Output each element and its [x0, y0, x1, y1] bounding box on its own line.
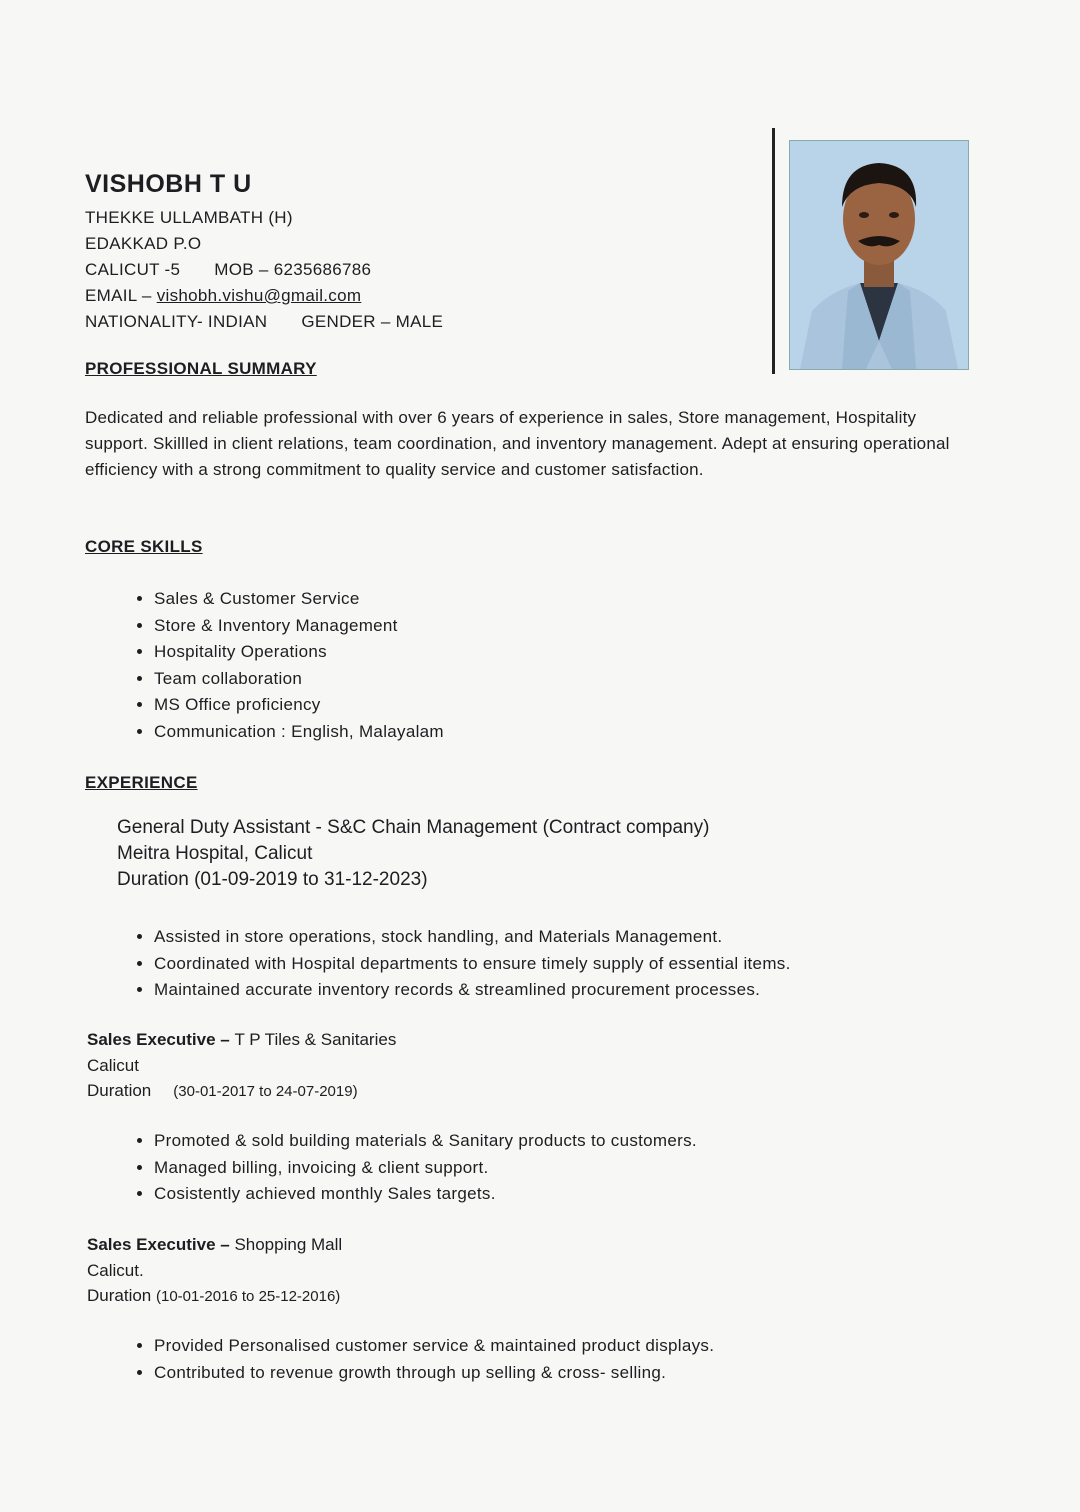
job-place: Meitra Hospital, Calicut	[117, 843, 313, 864]
email-address[interactable]: vishobh.vishu@gmail.com	[156, 286, 362, 305]
duration-dates: (30-01-2017 to 24-07-2019)	[173, 1083, 358, 1100]
job-2-bullets	[110, 1128, 697, 1208]
duration-label: Duration	[87, 1081, 152, 1100]
gender: GENDER – MALE	[301, 312, 444, 331]
skill-item: • Hospitality Operations	[154, 639, 444, 666]
candidate-name: VISHOBH T U	[85, 170, 252, 198]
job-title	[87, 1027, 396, 1053]
skill-item: • MS Office proficiency	[154, 692, 444, 719]
job-title-bold: Sales Executive –	[87, 1235, 235, 1254]
professional-summary-text: Dedicated and reliable professional with over 6 years of experience in sales, Store management, Hospitality support. Skillled in client relations, team coordination, and inventory management. Adept at ensuring operational efficiency with a strong commitment to quality service and customer satisfaction.	[85, 408, 950, 479]
core-skills-heading: CORE SKILLS	[85, 537, 203, 556]
job-bullet: • Contributed to revenue growth through up selling & cross- selling.	[154, 1360, 714, 1387]
job-duration: Duration (01-09-2019 to 31-12-2023)	[117, 869, 428, 890]
duration-label: Duration	[87, 1286, 152, 1305]
job-3-bullets	[110, 1333, 714, 1386]
nationality: NATIONALITY- INDIAN	[85, 312, 268, 331]
skill-item: • Communication : English, Malayalam	[154, 719, 444, 746]
job-bullet: • Assisted in store operations, stock handling, and Materials Management.	[154, 924, 791, 951]
address-line-1: THEKKE ULLAMBATH (H)	[85, 208, 293, 227]
experience-heading: EXPERIENCE	[85, 773, 198, 792]
job-1-bullets	[110, 924, 791, 1004]
city-mobile-line	[85, 257, 443, 283]
job-bullet: • Coordinated with Hospital departments to ensure timely supply of essential items.	[154, 951, 791, 978]
city: CALICUT -5	[85, 260, 181, 279]
job-title	[87, 1232, 342, 1258]
job-duration	[87, 1078, 396, 1105]
mobile-number: MOB – 6235686786	[214, 260, 372, 279]
job-bullet: • Promoted & sold building materials & Sanitary products to customers.	[154, 1128, 697, 1155]
nationality-gender-line	[85, 309, 443, 335]
job-company: Shopping Mall	[234, 1235, 343, 1254]
address-line-2: EDAKKAD P.O	[85, 234, 202, 253]
email-label: EMAIL –	[85, 286, 157, 305]
job-title: General Duty Assistant - S&C Chain Management (Contract company)	[117, 817, 710, 838]
job-title-bold: Sales Executive –	[87, 1030, 235, 1049]
job-place: Calicut.	[87, 1260, 144, 1280]
professional-summary-heading: PROFESSIONAL SUMMARY	[85, 359, 317, 378]
core-skills-list	[110, 586, 444, 746]
job-place: Calicut	[87, 1055, 139, 1075]
job-bullet: • Maintained accurate inventory records & streamlined procurement processes.	[154, 977, 791, 1004]
job-company: T P Tiles & Sanitaries	[234, 1030, 397, 1049]
job-sales-executive-mall	[87, 1232, 342, 1310]
profile-photo	[789, 140, 969, 370]
job-sales-executive-tiles	[87, 1027, 396, 1105]
skill-item: • Sales & Customer Service	[154, 586, 444, 613]
job-bullet: • Managed billing, invoicing & client support.	[154, 1155, 697, 1182]
job-bullet: • Cosistently achieved monthly Sales targets.	[154, 1181, 697, 1208]
skill-item: • Store & Inventory Management	[154, 613, 444, 640]
duration-dates: (10-01-2016 to 25-12-2016)	[156, 1288, 341, 1305]
job-duration	[87, 1283, 342, 1310]
contact-block	[85, 205, 443, 335]
photo-frame	[772, 128, 975, 374]
email-line	[85, 283, 443, 309]
job-bullet: • Provided Personalised customer service & maintained product displays.	[154, 1333, 714, 1360]
job-general-duty-assistant	[117, 815, 709, 893]
person-silhouette-icon	[790, 141, 968, 369]
skill-item: • Team collaboration	[154, 666, 444, 693]
